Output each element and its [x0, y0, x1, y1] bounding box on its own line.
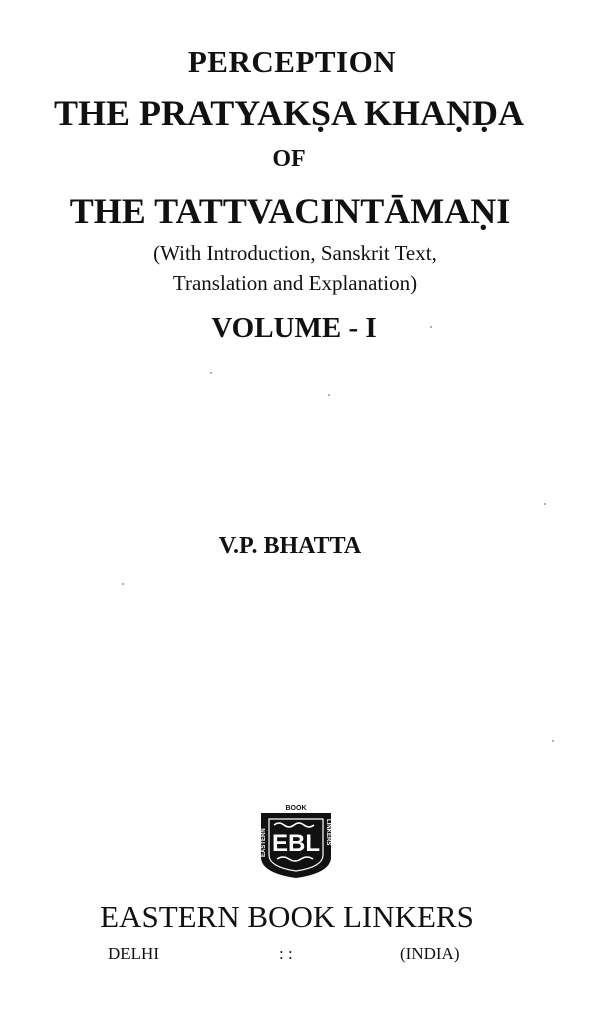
- subtitle-line-1: (With Introduction, Sanskrit Text,: [153, 241, 437, 265]
- title-line-pratyaksa-khanda: THE PRATYAKṢA KHAṆḌA: [53, 93, 525, 133]
- logo-left-text: EASTERN: [261, 828, 267, 857]
- scan-speck: [544, 503, 546, 505]
- scan-speck: [430, 326, 432, 328]
- location-city: DELHI: [108, 944, 159, 963]
- volume-label: VOLUME - I: [211, 312, 377, 344]
- logo-top-text: BOOK: [285, 805, 307, 812]
- publisher-location-row: [0, 944, 600, 968]
- author-name: V.P. BHATTA: [218, 533, 362, 559]
- title-line-perception: PERCEPTION: [187, 44, 397, 79]
- publisher-name: EASTERN BOOK LINKERS: [100, 899, 474, 934]
- scan-speck: [122, 583, 124, 585]
- scan-speck: [210, 372, 212, 374]
- location-separator: : :: [279, 944, 293, 963]
- scan-speck: [328, 394, 330, 396]
- publisher-logo: [253, 801, 339, 879]
- scan-speck: [552, 740, 554, 742]
- location-country: (INDIA): [400, 944, 460, 963]
- logo-center-text: EBL: [272, 830, 320, 857]
- title-line-of: OF: [272, 146, 306, 172]
- logo-right-text: LINKERS: [325, 819, 331, 846]
- title-line-tattvacintamani: THE TATTVACINTĀMAṆI: [69, 191, 511, 231]
- subtitle-block: [0, 238, 595, 298]
- subtitle-line-2: Translation and Explanation): [172, 271, 418, 295]
